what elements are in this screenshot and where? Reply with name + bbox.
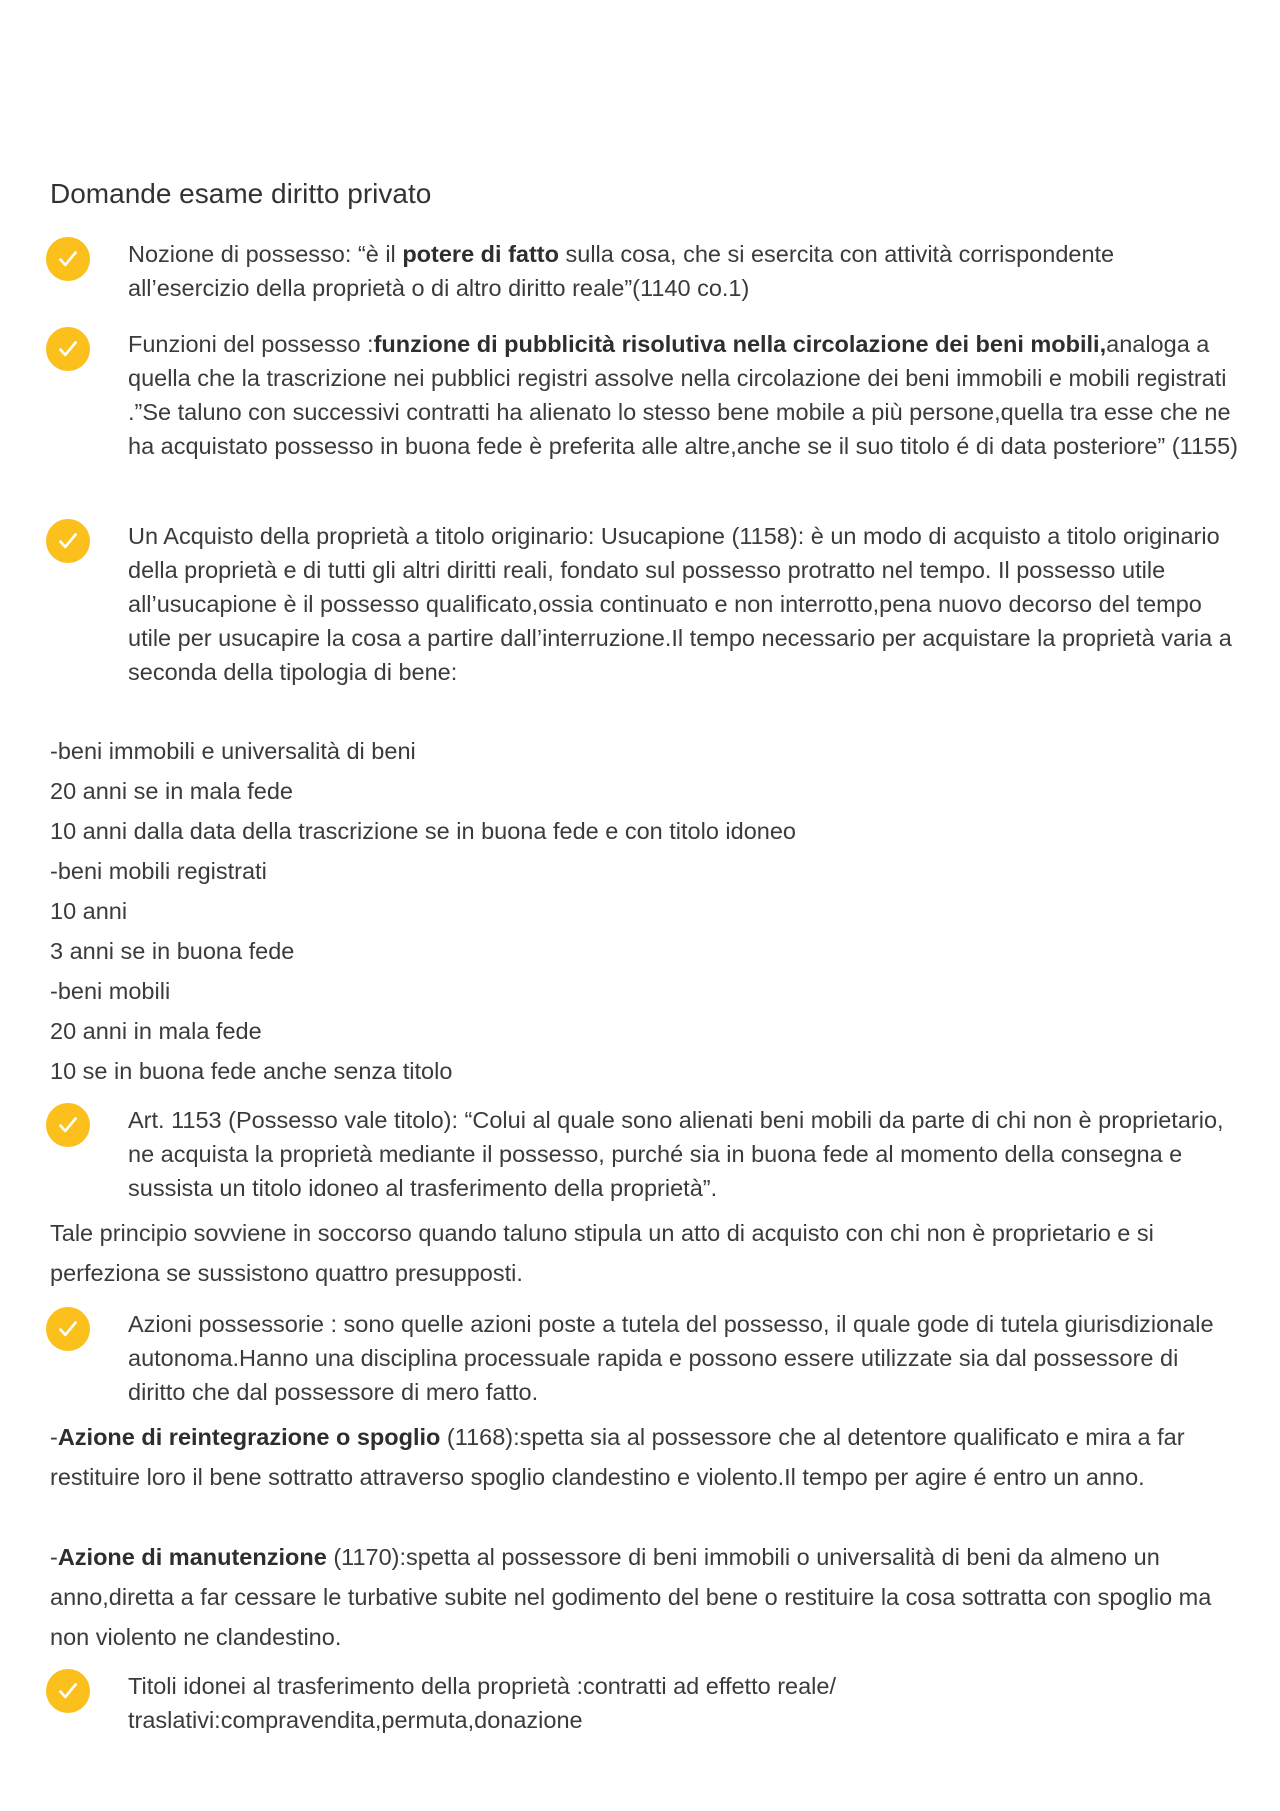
dash: - [50, 1424, 58, 1450]
item-text: Funzioni del possesso : [128, 331, 374, 357]
duration-list [50, 731, 1240, 1091]
dash: - [50, 1544, 58, 1570]
bold-heading: Azione di reintegrazione o spoglio [57, 1424, 441, 1450]
checklist-item [128, 519, 1238, 689]
paragraph: Tale principio sovviene in soccorso quando taluno stipula un atto di acquisto con chi non è proprietario e si perfeziona se sussistono quattro presupposti. [50, 1220, 1154, 1286]
list-line: 3 anni se in buona fede [50, 938, 295, 964]
paragraph-reintegrazione [50, 1417, 1240, 1497]
list-line: 10 anni [50, 898, 128, 924]
list-line: 20 anni in mala fede [50, 1018, 262, 1044]
checkmark-icon[interactable] [46, 519, 90, 563]
checklist-item [128, 1103, 1238, 1205]
item-text: Nozione di possesso: “è il [128, 241, 403, 267]
paragraph-text: (1170):spetta al possessore di beni immobili o universalità di beni da almeno un anno,diretta a far cessare le turbative subite nel godimento del bene o restituire la cosa sottratta con spoglio ma non violento ne clandestino. [50, 1544, 1212, 1650]
item-bold-text: potere di fatto [402, 241, 559, 267]
item-text: analoga a quella che la trascrizione nei pubblici registri assolve nella circolazione dei beni immobili e mobili registrati .”Se taluno con successivi contratti ha alienato lo stesso bene mobile a più persone,quella tra esse che ne ha acquistato possesso in buona fede è preferita alle altre,anche se il suo titolo é di data posteriore” (1155) [128, 331, 1238, 459]
list-line: -beni mobili [50, 978, 171, 1004]
paragraph-manutenzione [50, 1537, 1240, 1657]
list-line: 10 anni dalla data della trascrizione se in buona fede e con titolo idoneo [50, 818, 796, 844]
list-line: -beni mobili registrati [50, 858, 267, 884]
checkmark-icon[interactable] [46, 1103, 90, 1147]
paragraph-text: (1168):spetta sia al possessore che al detentore qualificato e mira a far restituire loro il bene sottratto attraverso spoglio clandestino e violento.Il tempo per agire é entro un anno. [50, 1424, 1185, 1490]
item-text: Art. 1153 (Possesso vale titolo): “Colui al quale sono alienati beni mobili da parte di chi non è proprietario, ne acquista la proprietà mediante il possesso, purché sia in buona fede al momento della consegna e sussista un titolo idoneo al trasferimento della proprietà”. [128, 1107, 1224, 1201]
bold-heading: Azione di manutenzione [57, 1544, 327, 1570]
checkmark-icon[interactable] [46, 1307, 90, 1351]
item-text: Titoli idonei al trasferimento della proprietà :contratti ad effetto reale/ traslativi:compravendita,permuta,donazione [128, 1673, 836, 1733]
item-text: Azioni possessorie : sono quelle azioni poste a tutela del possesso, il quale gode di tutela giurisdizionale autonoma.Hanno una disciplina processuale rapida e possono essere utilizzate sia dal possessore di diritto che dal possessore di mero fatto. [128, 1311, 1214, 1405]
checkmark-icon[interactable] [46, 327, 90, 371]
item-bold-text: funzione di pubblicità risolutiva nella circolazione dei beni mobili, [373, 331, 1107, 357]
page-title: Domande esame diritto privato [50, 178, 432, 209]
item-text: Un Acquisto della proprietà a titolo originario: Usucapione (1158): è un modo di acquisto a titolo originario della proprietà e di tutti gli altri diritti reali, fondato sul possesso protratto nel tempo. Il possesso utile all’usucapione è il possesso qualificato,ossia continuato e non interrotto,pena nuovo decorso del tempo utile per usucapire la cosa a partire dall’interruzione.Il tempo necessario per acquistare la proprietà varia a seconda della tipologia di bene: [128, 523, 1232, 685]
checkmark-icon[interactable] [46, 1669, 90, 1713]
checklist-item [128, 237, 1238, 305]
checklist-item [128, 327, 1238, 463]
list-line: -beni immobili e universalità di beni [50, 738, 416, 764]
item-text: sulla cosa, che si esercita con attività corrispondente all’esercizio della proprietà o di altro diritto reale”(1140 co.1) [128, 241, 1115, 301]
checkmark-icon[interactable] [46, 237, 90, 281]
checklist-item [128, 1669, 1238, 1737]
checklist-item [128, 1307, 1238, 1409]
list-line: 20 anni se in mala fede [50, 778, 293, 804]
list-line: 10 se in buona fede anche senza titolo [50, 1058, 453, 1084]
